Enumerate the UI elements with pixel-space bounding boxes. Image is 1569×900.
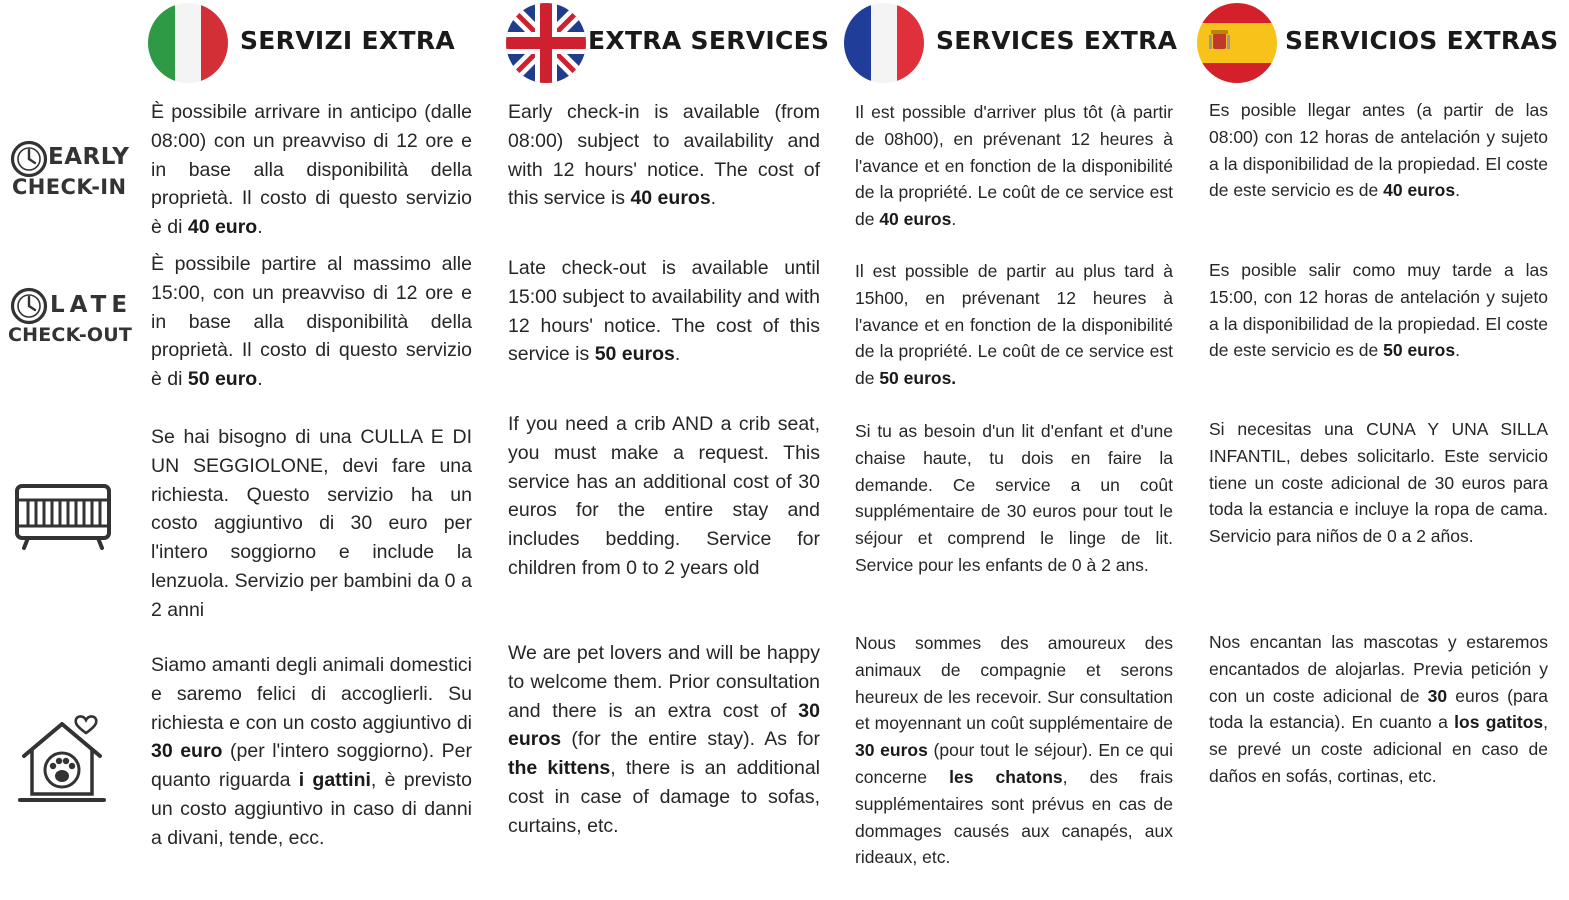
flag-italy-icon (148, 3, 228, 83)
fr-early-checkin-text: Il est possible d'arriver plus tôt (à partir de 08h00), en prévenant 12 heures à l'avance et en fonction de la disponibilité de la propriété. Le coût de ce service est de 40 euros. (855, 102, 1173, 230)
en-late-checkout-text: Late check-out is available until 15:00 subject to availability and with 12 hours' notice. The cost of this service is 50 euros. (508, 257, 820, 366)
es-late-checkout-text: Es posible salir como muy tarde a las 15:00, con 12 horas de antelación y sujeto a la disponibilidad de la propiedad. El coste de este servicio es de 50 euros. (1209, 260, 1548, 361)
flag-france-icon (844, 3, 924, 83)
early-label-top: EARLY (48, 144, 130, 170)
it-pets-text: Siamo amanti degli animali domestici e saremo felici di accoglierli. Su richiesta e con un costo aggiuntivo di 30 euro (per l'intero soggiorno). Per quanto riguarda i gattini, è previsto un costo aggiuntivo in caso di danni a divani, tende, ecc. (151, 654, 472, 849)
flag-spain-icon (1197, 3, 1277, 83)
it-early-checkin-text: È possibile arrivare in anticipo (dalle 08:00) con un preavviso di 12 ore e in base alla disponibilità della proprietà. Il costo di questo servizio è di 40 euro. (151, 101, 472, 239)
early-checkin-icon-group (10, 138, 140, 202)
en-crib-text: If you need a crib AND a crib seat, you must make a request. This service has an additional cost of 30 euros for the entire stay and includes bedding. Service for children from 0 to 2 years old (508, 413, 820, 579)
es-early-checkin-text: Es posible llegar antes (a partir de las 08:00) con 12 horas de antelación y sujeto a la disponibilidad de la propiedad. El coste de este servicio es de 40 euros. (1209, 100, 1548, 201)
early-label-bottom: CHECK-IN (12, 175, 127, 199)
fr-late-checkout-text: Il est possible de partir au plus tard à 15h00, en prévenant 12 heures à l'avance et en fonction de la disponibilité de la propriété. Le coût de ce service est de 50 euros. (855, 261, 1173, 389)
clock-icon (10, 287, 48, 325)
fr-pets-text: Nous sommes des amoureux des animaux de compagnie et serons heureux de les recevoir. Sur consultation et moyennant un coût supplémentaire de 30 euros (pour tout le séjour). En ce qui concerne les chatons, des frais supplémentaires sont prévus en cas de dommages causés aux canapés, aux rideaux, etc. (855, 633, 1173, 868)
late-checkout-icon-group (8, 287, 142, 351)
it-crib-text: Se hai bisogno di una CULLA E DI UN SEGGIOLONE, devi fare una richiesta. Questo servizio ha un costo aggiuntivo di 30 euro per l'intero soggiorno e include la lenzuola. Servizio per bambini da 0 a 2 anni (151, 426, 472, 621)
en-pets-text: We are pet lovers and will be happy to welcome them. Prior consultation and there is an extra cost of 30 euros (for the entire stay). As for the kittens, there is an additional cost in case of damage to sofas, curtains, etc. (508, 642, 820, 837)
pet-house-icon (16, 708, 108, 808)
fr-crib-text: Si tu as besoin d'un lit d'enfant et d'une chaise haute, tu dois en faire la demande. Ce service a un coût supplémentaire de 30 euros pour tout le séjour et comprend le linge de lit. Service pour les enfants de 0 à 2 ans. (855, 421, 1173, 575)
es-crib-text: Si necesitas una CUNA Y UNA SILLA INFANTIL, debes solicitarlo. Este servicio tiene un coste adicional de 30 euros para toda la estancia e incluye la ropa de cama. Servicio para niños de 0 a 2 años. (1209, 419, 1548, 547)
en-early-checkin-text: Early check-in is available (from 08:00) subject to availability and with 12 hours' notice. The cost of this service is 40 euros. (508, 101, 820, 210)
late-label-bottom: CHECK-OUT (8, 324, 133, 346)
column-title-italian: SERVIZI EXTRA (240, 26, 456, 55)
es-pets-text: Nos encantan las mascotas y estaremos encantados de alojarlas. Previa petición y con un coste adicional de 30 euros (para toda la estancia). En cuanto a los gatitos, se prevé un coste adicional en caso de daños en sofás, cortinas, etc. (1209, 632, 1548, 786)
column-title-spanish: SERVICIOS EXTRAS (1285, 26, 1559, 55)
column-title-english: EXTRA SERVICES (588, 26, 830, 55)
crib-icon (14, 480, 112, 552)
late-label-top: LATE (50, 292, 133, 318)
clock-icon (10, 140, 48, 178)
column-title-french: SERVICES EXTRA (936, 26, 1178, 55)
flag-uk-icon (506, 3, 586, 83)
it-late-checkout-text: È possibile partire al massimo alle 15:00, con un preavviso di 12 ore e in base alla disponibilità della proprietà. Il costo di questo servizio è di 50 euro. (151, 253, 472, 391)
